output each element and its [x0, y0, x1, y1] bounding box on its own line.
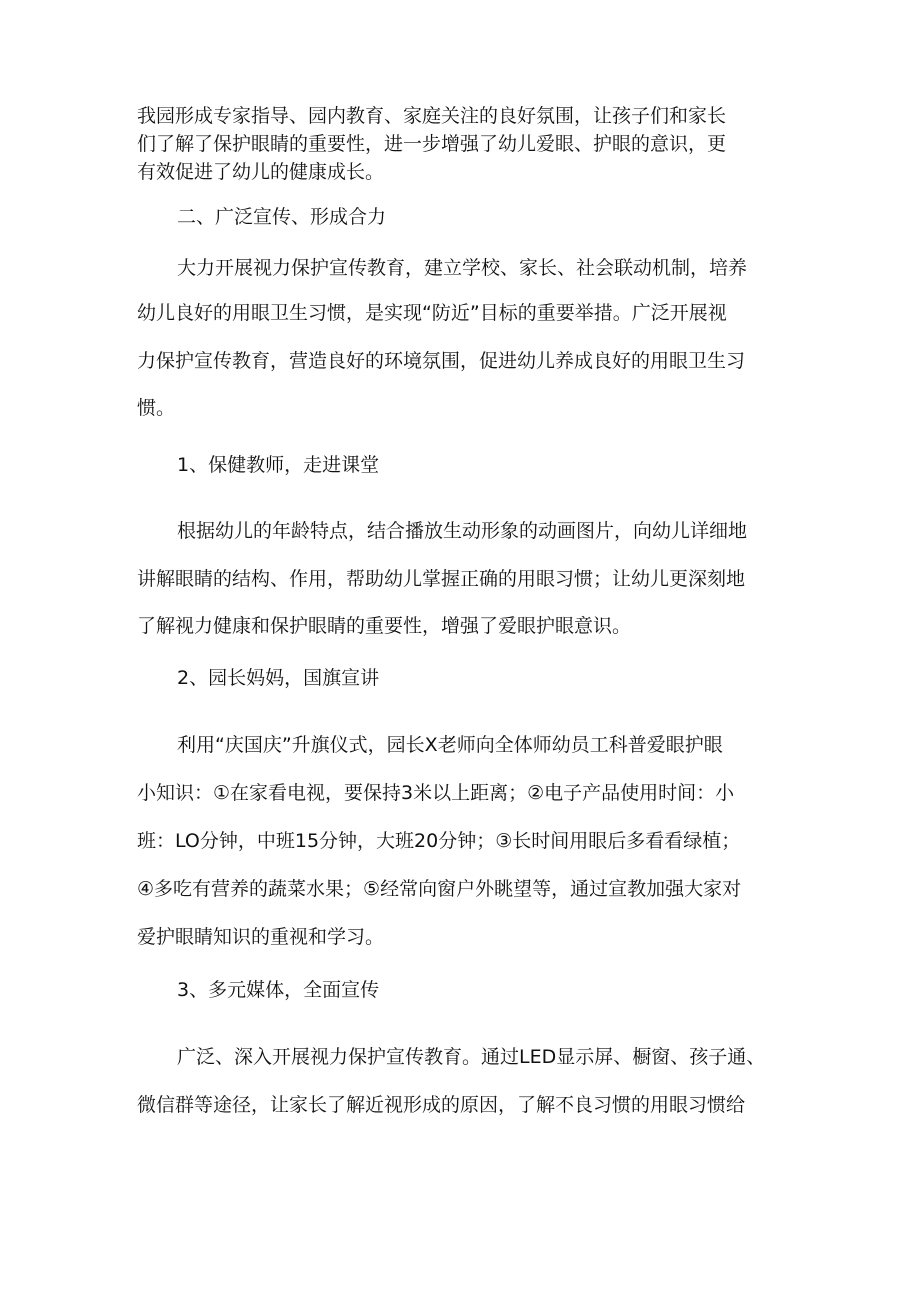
subsection-heading: 2、园长妈妈，国旗宣讲	[177, 667, 380, 689]
paragraph-line: 小知识：①在家看电视，要保持3米以上距离；②电子产品使用时间：小	[137, 782, 735, 804]
section-heading: 二、广泛宣传、形成合力	[177, 206, 387, 228]
intro-line: 们了解了保护眼睛的重要性，进一步增强了幼儿爱眼、护眼的意识，更	[137, 133, 727, 155]
intro-line: 我园形成专家指导、园内教育、家庭关注的良好氛围，让孩子们和家长	[137, 105, 727, 127]
paragraph-line: 幼儿良好的用眼卫生习惯，是实现“防近”目标的重要举措。广泛开展视	[137, 302, 727, 324]
paragraph-line: 广泛、深入开展视力保护宣传教育。通过LED显示屏、橱窗、孩子通、	[177, 1046, 766, 1068]
paragraph-line: ④多吃有营养的蔬菜水果；⑤经常向窗户外眺望等，通过宣教加强大家对	[137, 878, 742, 900]
paragraph-line: 力保护宣传教育，营造良好的环境氛围，促进幼儿养成良好的用眼卫生习	[137, 350, 746, 372]
paragraph-line: 爱护眼睛知识的重视和学习。	[137, 926, 385, 948]
paragraph-line: 讲解眼睛的结构、作用，帮助幼儿掌握正确的用眼习惯；让幼儿更深刻地	[137, 568, 746, 590]
paragraph-line: 班：LO分钟，中班15分钟，大班20分钟；③长时间用眼后多看看绿植；	[137, 830, 741, 852]
subsection-heading: 3、多元媒体，全面宣传	[177, 979, 380, 1001]
paragraph-line: 大力开展视力保护宣传教育，建立学校、家长、社会联动机制，培养	[177, 257, 748, 279]
paragraph-line: 利用“庆国庆”升旗仪式，园长X老师向全体师幼员工科普爱眼护眼	[177, 734, 723, 756]
intro-line: 有效促进了幼儿的健康成长。	[137, 161, 385, 183]
paragraph-line: 根据幼儿的年龄特点，结合播放生动形象的动画图片，向幼儿详细地	[177, 520, 748, 542]
paragraph-line: 惯。	[137, 397, 176, 419]
paragraph-line: 了解视力健康和保护眼睛的重要性，增强了爱眼护眼意识。	[137, 615, 632, 637]
subsection-heading: 1、保健教师，走进课堂	[177, 454, 380, 476]
paragraph-line: 微信群等途径，让家长了解近视形成的原因，了解不良习惯的用眼习惯给	[137, 1094, 746, 1116]
